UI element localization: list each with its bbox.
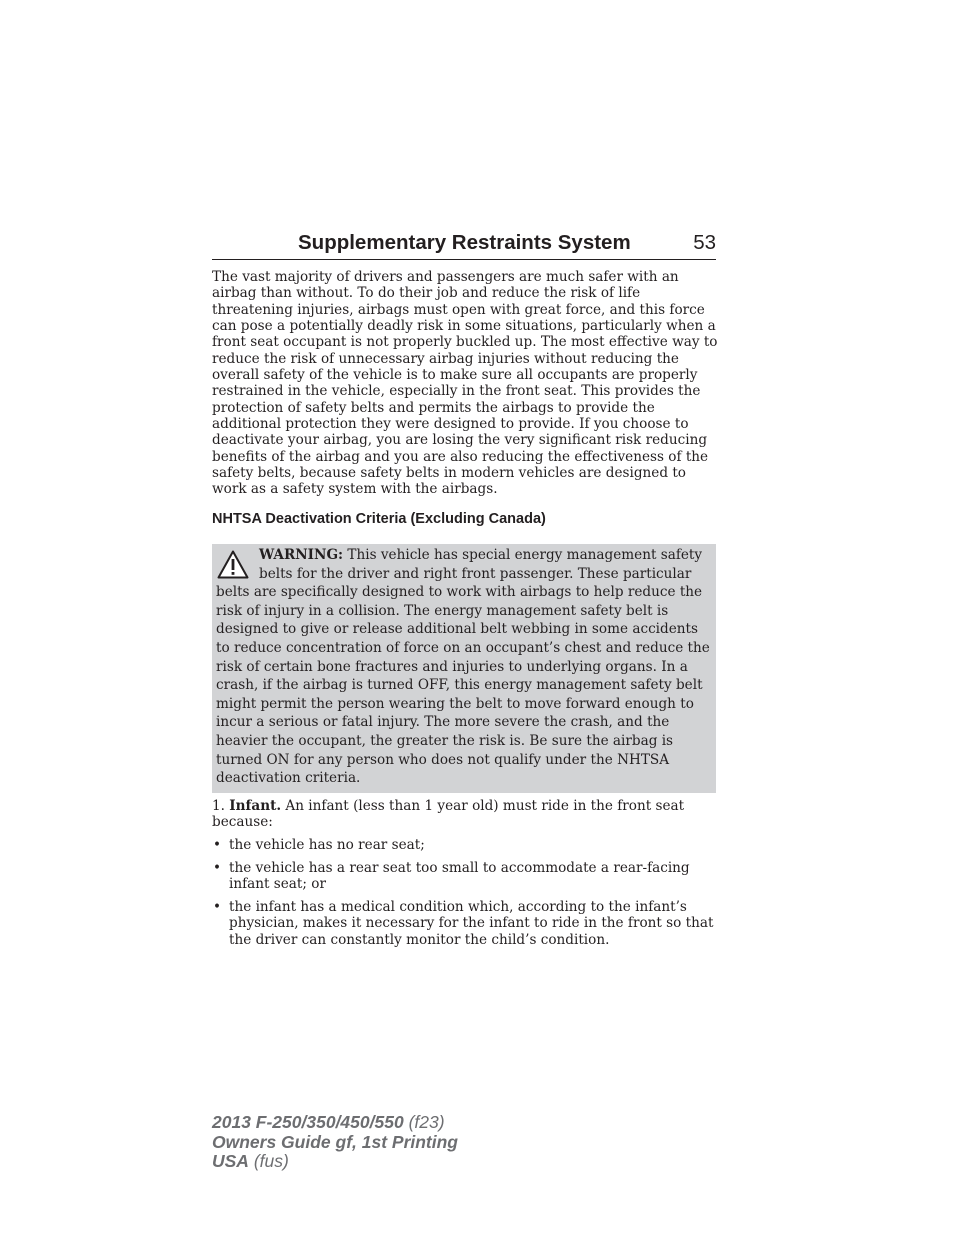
warning-label: WARNING: [259, 547, 344, 563]
criteria-bullet-list [212, 837, 718, 955]
list-item [212, 837, 718, 853]
footer-line-3 [212, 1152, 458, 1172]
section-heading: NHTSA Deactivation Criteria (Excluding Canada) [212, 511, 546, 527]
footer-edition: Owners Guide gf, 1st Printing [212, 1131, 458, 1152]
list-item [212, 860, 718, 893]
warning-box [212, 544, 716, 793]
list-item [212, 899, 718, 948]
warning-text [216, 546, 712, 788]
footer-market: USA [212, 1151, 249, 1171]
footer-model-code: (f23) [403, 1112, 445, 1132]
bullet-marker: • [213, 859, 222, 876]
list-item-text: the vehicle has a rear seat too small to accommodate a rear-facing infant seat; or [229, 859, 690, 893]
page-number: 53 [693, 231, 716, 254]
page-footer [212, 1113, 458, 1172]
warning-body: This vehicle has special energy management safety belts for the driver and right front passenger. These particular belts are specifically designed to work with airbags to help reduce the risk of injury in a collision. The energy management safety belt is designed to give or release additional belt webbing in some accidents to reduce concentration of force on an occupant’s chest and reduce the risk of certain bone fractures and injuries to underlying organs. In a crash, if the airbag is turned OFF, this energy management safety belt might permit the person wearing the belt to move forward enough to incur a serious or fatal injury. The more severe the crash, and the heavier the occupant, the greater the risk is. Be sure the airbag is turned ON for any person who does not qualify under the NHTSA deactivation criteria. [216, 547, 710, 787]
intro-paragraph: The vast majority of drivers and passengers are much safer with an airbag than without. To do their job and reduce the risk of life threatening injuries, airbags must open with great force, and this force can pose a potentially deadly risk in some situations, particularly when a front seat occupant is not properly buckled up. The most effective way to reduce the risk of unnecessary airbag injuries without reducing the overall safety of the vehicle is to make sure all occupants are properly restrained in the vehicle, especially in the front seat. This provides the protection of safety belts and permits the airbags to provide the additional protection they were designed to provide. If you choose to deactivate your airbag, you are losing the very significant risk reducing benefits of the airbag and you are also reducing the effectiveness of the safety belts, because safety belts in modern vehicles are designed to work as a safety system with the airbags. [212, 269, 718, 498]
page-header [212, 228, 716, 260]
footer-market-code: (fus) [248, 1151, 289, 1171]
bullet-marker: • [213, 837, 222, 853]
criteria-text: An infant (less than 1 year old) must ride in the front seat because: [212, 798, 685, 831]
footer-line-1 [212, 1113, 458, 1133]
list-item-text: the vehicle has no rear seat; [229, 837, 425, 853]
page-title: Supplementary Restraints System [298, 231, 631, 254]
criteria-number: 1. [212, 798, 230, 814]
criteria-intro [212, 798, 718, 831]
footer-model: 2013 F-250/350/450/550 [212, 1112, 404, 1132]
criteria-term: Infant. [229, 798, 282, 814]
footer-line-2 [212, 1133, 458, 1153]
bullet-marker: • [213, 899, 222, 916]
list-item-text: the infant has a medical condition which, according to the infant’s physician, makes it necessary for the infant to ride in the front so that the driver can constantly monitor the child’s condition. [229, 899, 714, 948]
